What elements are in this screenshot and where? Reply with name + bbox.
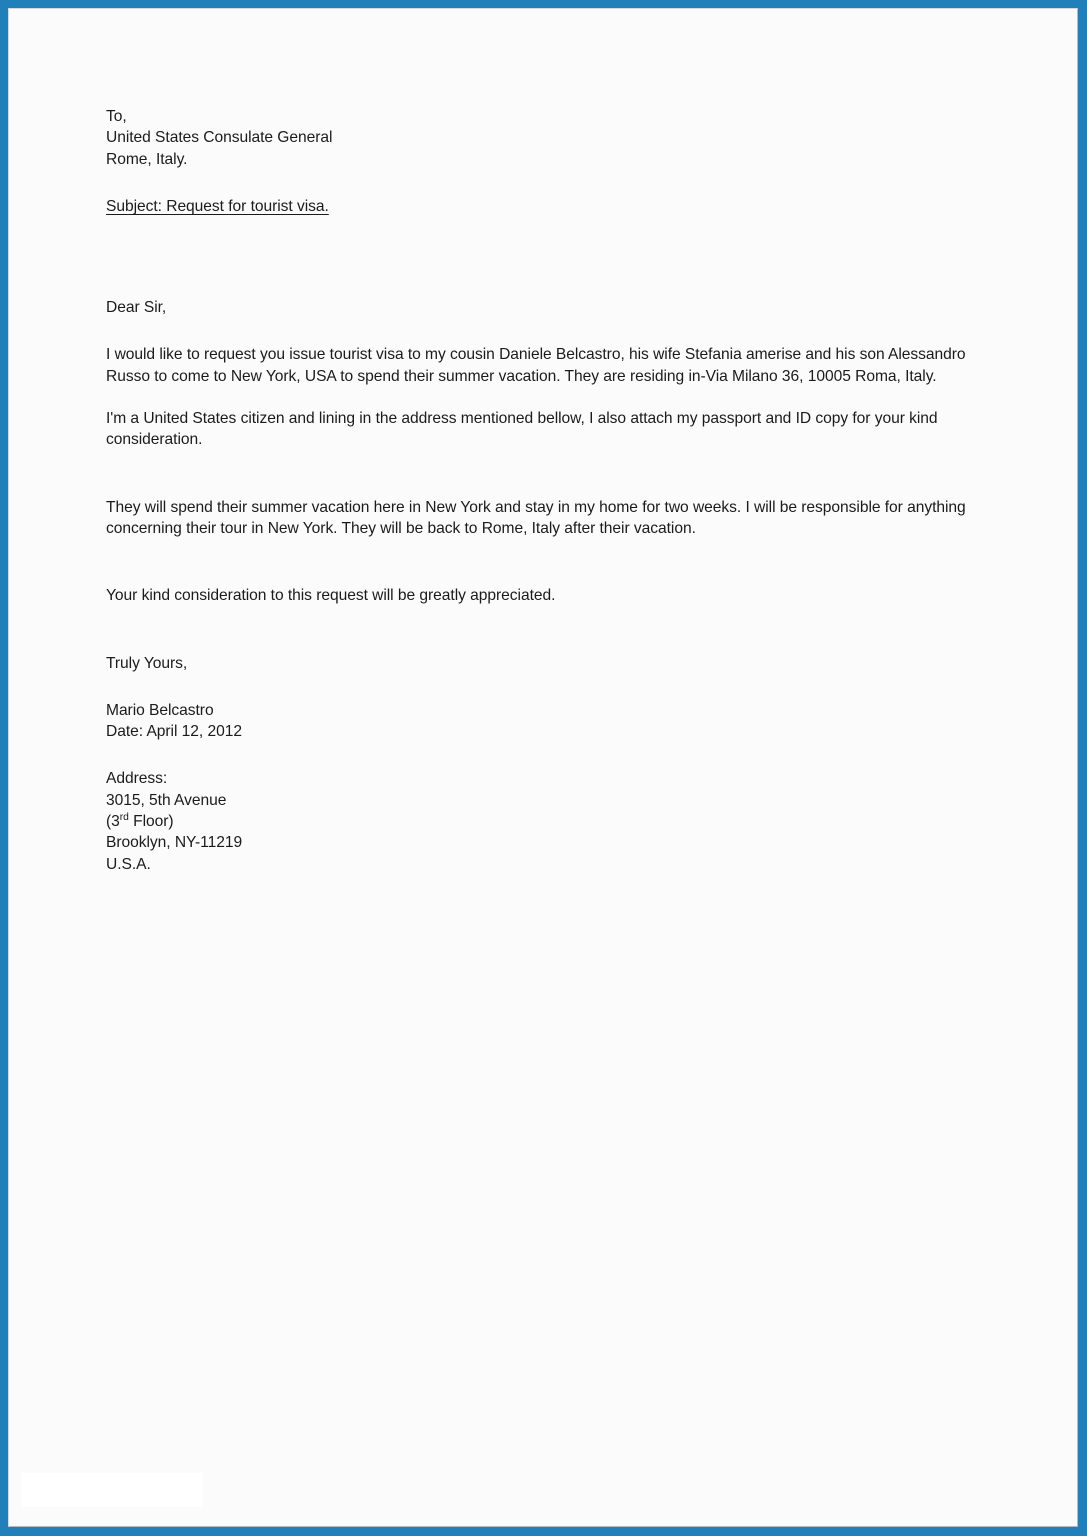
- address-label: Address:: [106, 770, 168, 788]
- spacer-after-recipient: [106, 170, 981, 196]
- recipient-salutation: To,: [106, 108, 127, 125]
- spacer-before-closing: [106, 607, 981, 653]
- spacer-after-subject-2: [106, 271, 981, 297]
- recipient-organization: United States Consulate General: [106, 129, 333, 147]
- spacer-before-address: [106, 742, 981, 768]
- spacer-para-1: [106, 387, 981, 408]
- closing-line: Truly Yours,: [106, 654, 188, 672]
- spacer-after-greeting: [106, 318, 981, 344]
- spacer-after-subject: [106, 217, 981, 271]
- blank-watermark-patch: [21, 1473, 203, 1507]
- address-floor-prefix: (3: [106, 813, 120, 831]
- spacer-para-3: [106, 539, 981, 585]
- recipient-location: Rome, Italy.: [106, 150, 188, 168]
- signed-date: Date: April 12, 2012: [106, 723, 242, 741]
- paragraph-citizenship: I'm a United States citizen and lining in the address mentioned bellow, I also attach my passport and ID copy for your kind consideration.: [106, 410, 938, 449]
- signature-block: [106, 700, 981, 743]
- spacer-para-2: [106, 451, 981, 497]
- address-floor-suffix: Floor): [128, 813, 174, 831]
- paragraph-appreciation: Your kind consideration to this request will be greatly appreciated.: [106, 587, 556, 605]
- address-floor: [106, 811, 981, 832]
- letter-content: [106, 106, 981, 875]
- subject-line: Subject: Request for tourist visa.: [106, 197, 329, 215]
- recipient-address-block: [106, 106, 981, 170]
- signer-name: Mario Belcastro: [106, 701, 214, 719]
- page-bevel: [8, 8, 1078, 1527]
- address-street: 3015, 5th Avenue: [106, 791, 227, 809]
- address-country: U.S.A.: [106, 855, 151, 873]
- paragraph-stay-details: They will spend their summer vacation here in New York and stay in my home for two weeks. I will be responsible for anything concerning their tour in New York. They will be back to Rome, Italy after their vacation.: [106, 498, 966, 537]
- paragraph-request: I would like to request you issue tourist visa to my cousin Daniele Belcastro, his wife Stefania amerise and his son Alessandro Russo to come to New York, USA to spend their summer vacation. They are residing in-Via Milano 36, 10005 Roma, Italy.: [106, 346, 966, 385]
- greeting-line: Dear Sir,: [106, 299, 167, 317]
- address-floor-ordinal: rd: [119, 811, 129, 823]
- sender-address-block: [106, 768, 981, 874]
- letter-page: [9, 9, 1077, 1526]
- address-city-state-zip: Brooklyn, NY-11219: [106, 834, 243, 852]
- subject-line-wrap: [106, 196, 981, 217]
- spacer-before-signature: [106, 674, 981, 700]
